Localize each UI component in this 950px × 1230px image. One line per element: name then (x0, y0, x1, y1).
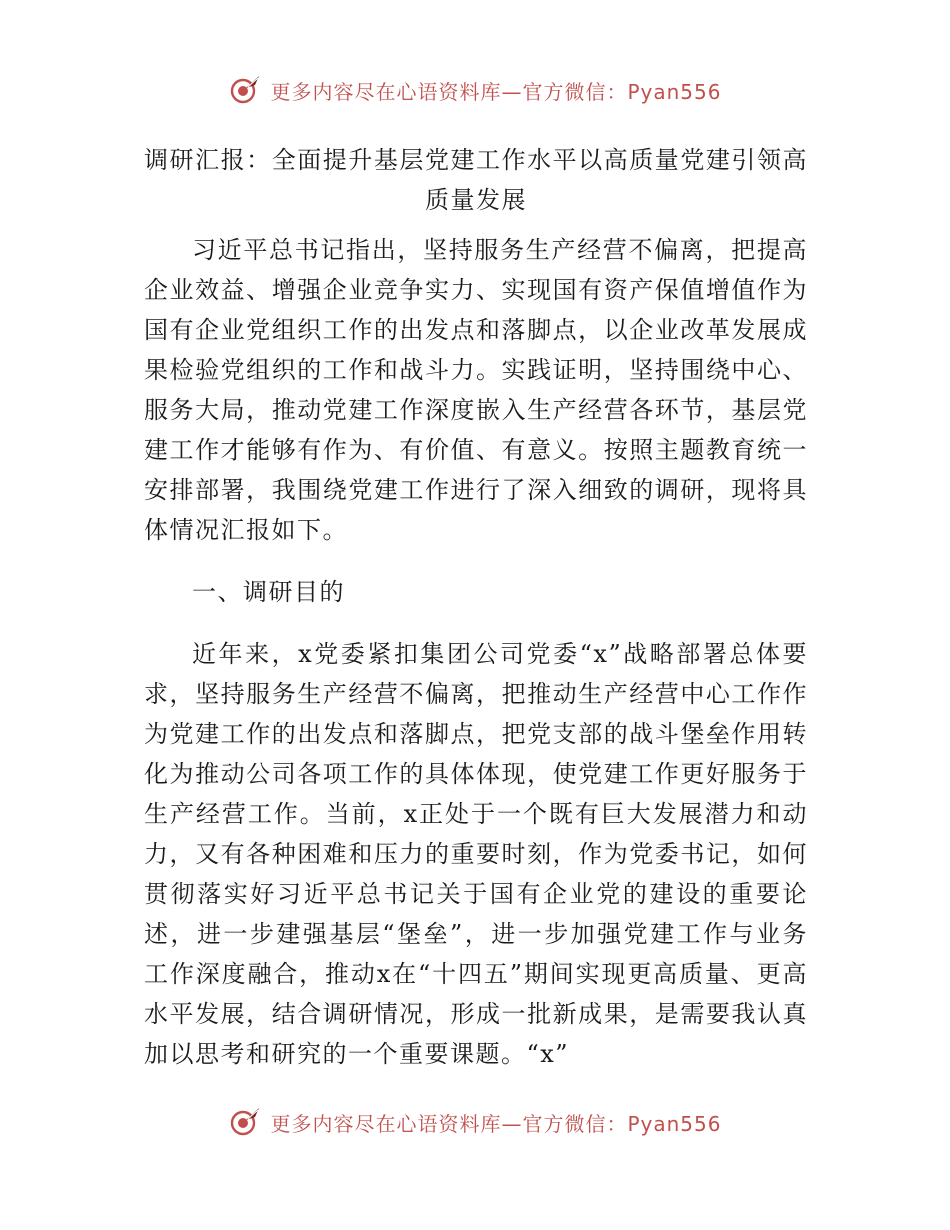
footer-banner (0, 1102, 950, 1142)
footer-banner-text: 更多内容尽在心语资料库—官方微信：Pyan556 (270, 1111, 722, 1136)
document-title: 调研汇报：全面提升基层党建工作水平以高质量党建引领高质量发展 (144, 146, 808, 214)
quill-pen-logo-icon (228, 1105, 262, 1139)
intro-paragraph: 习近平总书记指出，坚持服务生产经营不偏离，把提高企业效益、增强企业竞争实力、实现国有资产保值增值作为国有企业党组织工作的出发点和落脚点，以企业改革发展成果检验党组织的工作和战斗力。实践证明，坚持围绕中心、服务大局，推动党建工作深度嵌入生产经营各环节，基层党建工作才能够有作为、有价值、有意义。按照主题教育统一安排部署，我围绕党建工作进行了深入细致的调研，现将具体情况汇报如下。 (144, 236, 808, 544)
header-banner-text: 更多内容尽在心语资料库—官方微信：Pyan556 (270, 79, 722, 104)
section-1-paragraph: 近年来，x党委紧扣集团公司党委“x”战略部署总体要求，坚持服务生产经营不偏离，把推动生产经营中心工作作为党建工作的出发点和落脚点，把党支部的战斗堡垒作用转化为推动公司各项工作的具体体现，使党建工作更好服务于生产经营工作。当前，x正处于一个既有巨大发展潜力和动力，又有各种困难和压力的重要时刻，作为党委书记，如何贯彻落实好习近平总书记关于国有企业党的建设的重要论述，进一步建强基层“堡垒”，进一步加强党建工作与业务工作深度融合，推动x在“十四五”期间实现更高质量、更高水平发展，结合调研情况，形成一批新成果，是需要我认真加以思考和研究的一个重要课题。“x” (144, 640, 808, 1068)
section-1-heading: 一、调研目的 (192, 578, 345, 606)
document-body (144, 140, 808, 1074)
quill-pen-logo-icon (228, 73, 262, 107)
header-banner (0, 70, 950, 110)
